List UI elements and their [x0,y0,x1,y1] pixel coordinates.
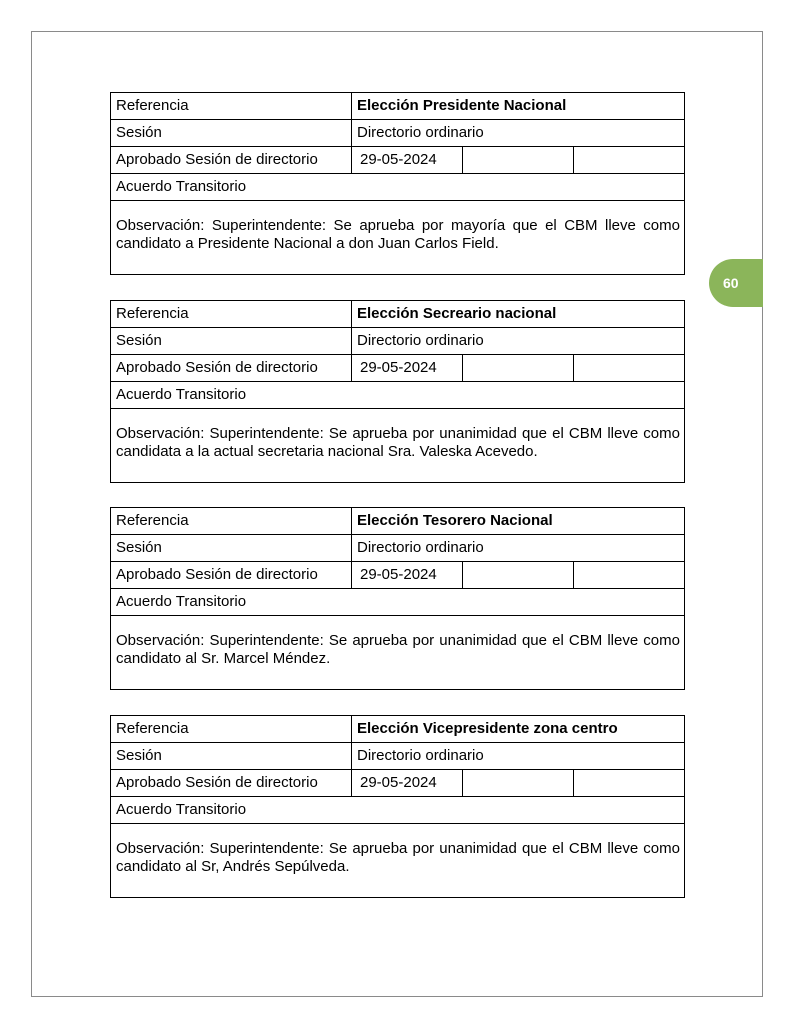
sesion-label: Sesión [111,743,352,769]
row-observacion [111,616,684,689]
empty-cell [574,355,684,381]
row-referencia [111,508,684,535]
aprobado-label: Aprobado Sesión de directorio [111,770,352,796]
acuerdo-label: Acuerdo Transitorio [116,801,247,818]
row-referencia [111,93,684,120]
aprobado-label: Aprobado Sesión de directorio [111,147,352,173]
sesion-value: Directorio ordinario [357,539,484,556]
observacion-text: Observación: Superintendente: Se aprueba por mayoría que el CBM lleve como candidato a Presidente Nacional a don Juan Carlos Field. [116,217,680,252]
empty-cell [574,770,684,796]
acuerdo-label: Acuerdo Transitorio [116,178,247,195]
row-observacion [111,201,684,274]
empty-cell [463,770,574,796]
row-aprobado [111,562,684,589]
row-acuerdo [111,174,684,201]
sesion-label: Sesión [111,535,352,561]
referencia-value: Elección Presidente Nacional [357,97,567,114]
row-sesion [111,743,684,770]
empty-cell [463,562,574,588]
row-sesion [111,120,684,147]
row-aprobado [111,355,684,382]
sesion-value: Directorio ordinario [357,332,484,349]
row-referencia [111,301,684,328]
empty-cell [463,147,574,173]
row-acuerdo [111,382,684,409]
record-table [110,507,685,690]
page-number: 60 [723,275,739,291]
row-acuerdo [111,797,684,824]
aprobado-label: Aprobado Sesión de directorio [111,355,352,381]
row-referencia [111,716,684,743]
observacion-text: Observación: Superintendente: Se aprueba por unanimidad que el CBM lleve como candidato al Sr. Marcel Méndez. [116,632,680,667]
referencia-label: Referencia [111,508,352,534]
record-table [110,300,685,483]
observacion-text: Observación: Superintendente: Se aprueba por unanimidad que el CBM lleve como candidato al Sr, Andrés Sepúlveda. [116,840,680,875]
sesion-value: Directorio ordinario [357,124,484,141]
row-aprobado [111,147,684,174]
sesion-value: Directorio ordinario [357,747,484,764]
aprobado-label: Aprobado Sesión de directorio [111,562,352,588]
acuerdo-label: Acuerdo Transitorio [116,593,247,610]
referencia-value: Elección Secreario nacional [357,305,557,322]
empty-cell [574,147,684,173]
acuerdo-label: Acuerdo Transitorio [116,386,247,403]
aprobado-date: 29-05-2024 [352,147,463,173]
referencia-label: Referencia [111,716,352,742]
empty-cell [574,562,684,588]
row-observacion [111,824,684,897]
record-table [110,92,685,275]
row-acuerdo [111,589,684,616]
aprobado-date: 29-05-2024 [352,355,463,381]
empty-cell [463,355,574,381]
row-sesion [111,535,684,562]
sesion-label: Sesión [111,328,352,354]
referencia-label: Referencia [111,301,352,327]
record-table [110,715,685,898]
page-number-badge [709,259,763,307]
row-aprobado [111,770,684,797]
aprobado-date: 29-05-2024 [352,562,463,588]
observacion-text: Observación: Superintendente: Se aprueba por unanimidad que el CBM lleve como candidata a la actual secretaria nacional Sra. Valeska Acevedo. [116,425,680,460]
sesion-label: Sesión [111,120,352,146]
row-observacion [111,409,684,482]
referencia-label: Referencia [111,93,352,119]
aprobado-date: 29-05-2024 [352,770,463,796]
referencia-value: Elección Tesorero Nacional [357,512,553,529]
referencia-value: Elección Vicepresidente zona centro [357,720,618,737]
row-sesion [111,328,684,355]
